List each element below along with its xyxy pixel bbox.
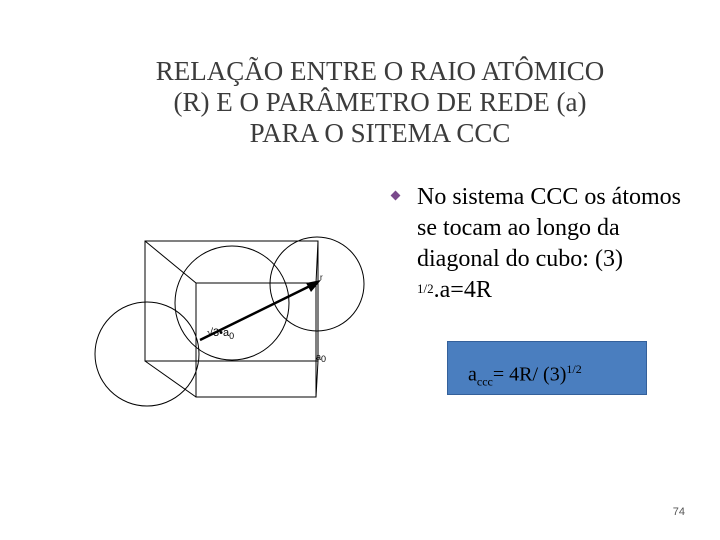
cube-front-face: [196, 283, 316, 397]
diagonal-arrowhead: [306, 280, 321, 292]
diagonal-label: $√3•a_0$: [207, 327, 235, 341]
formula-subscript: ccc: [476, 374, 493, 389]
radius-label: r: [320, 273, 323, 282]
page-number: 74: [672, 506, 685, 518]
title-line-3: PARA O SITEMA CCC: [249, 118, 511, 148]
title-line-1: RELAÇÃO ENTRE O RAIO ATÔMICO: [155, 56, 605, 86]
lattice-parameter-label: a0: [316, 352, 327, 364]
cube-edge: [145, 361, 196, 397]
title-line-2: (R) E O PARÂMETRO DE REDE (a): [173, 87, 587, 117]
cube-edge: [145, 241, 196, 283]
bullet-text: No sistema CCC os átomos se tocam ao longo da diagonal do cubo: (3) $^{1/2}$.a=4R: [417, 184, 682, 303]
diamond-bullet-icon: [391, 191, 401, 201]
atom-circle-center: [175, 246, 289, 360]
cube-back-face: [145, 241, 318, 361]
bullet-point: [392, 182, 682, 306]
formula-superscript: 1/2: [566, 362, 582, 376]
formula-box: $a_{ccc}= 4R/$ $(3)^{1/2}$: [447, 341, 647, 395]
bullet-superscript: 1/2: [417, 281, 434, 296]
atom-circle-corner-bottom: [95, 302, 199, 406]
